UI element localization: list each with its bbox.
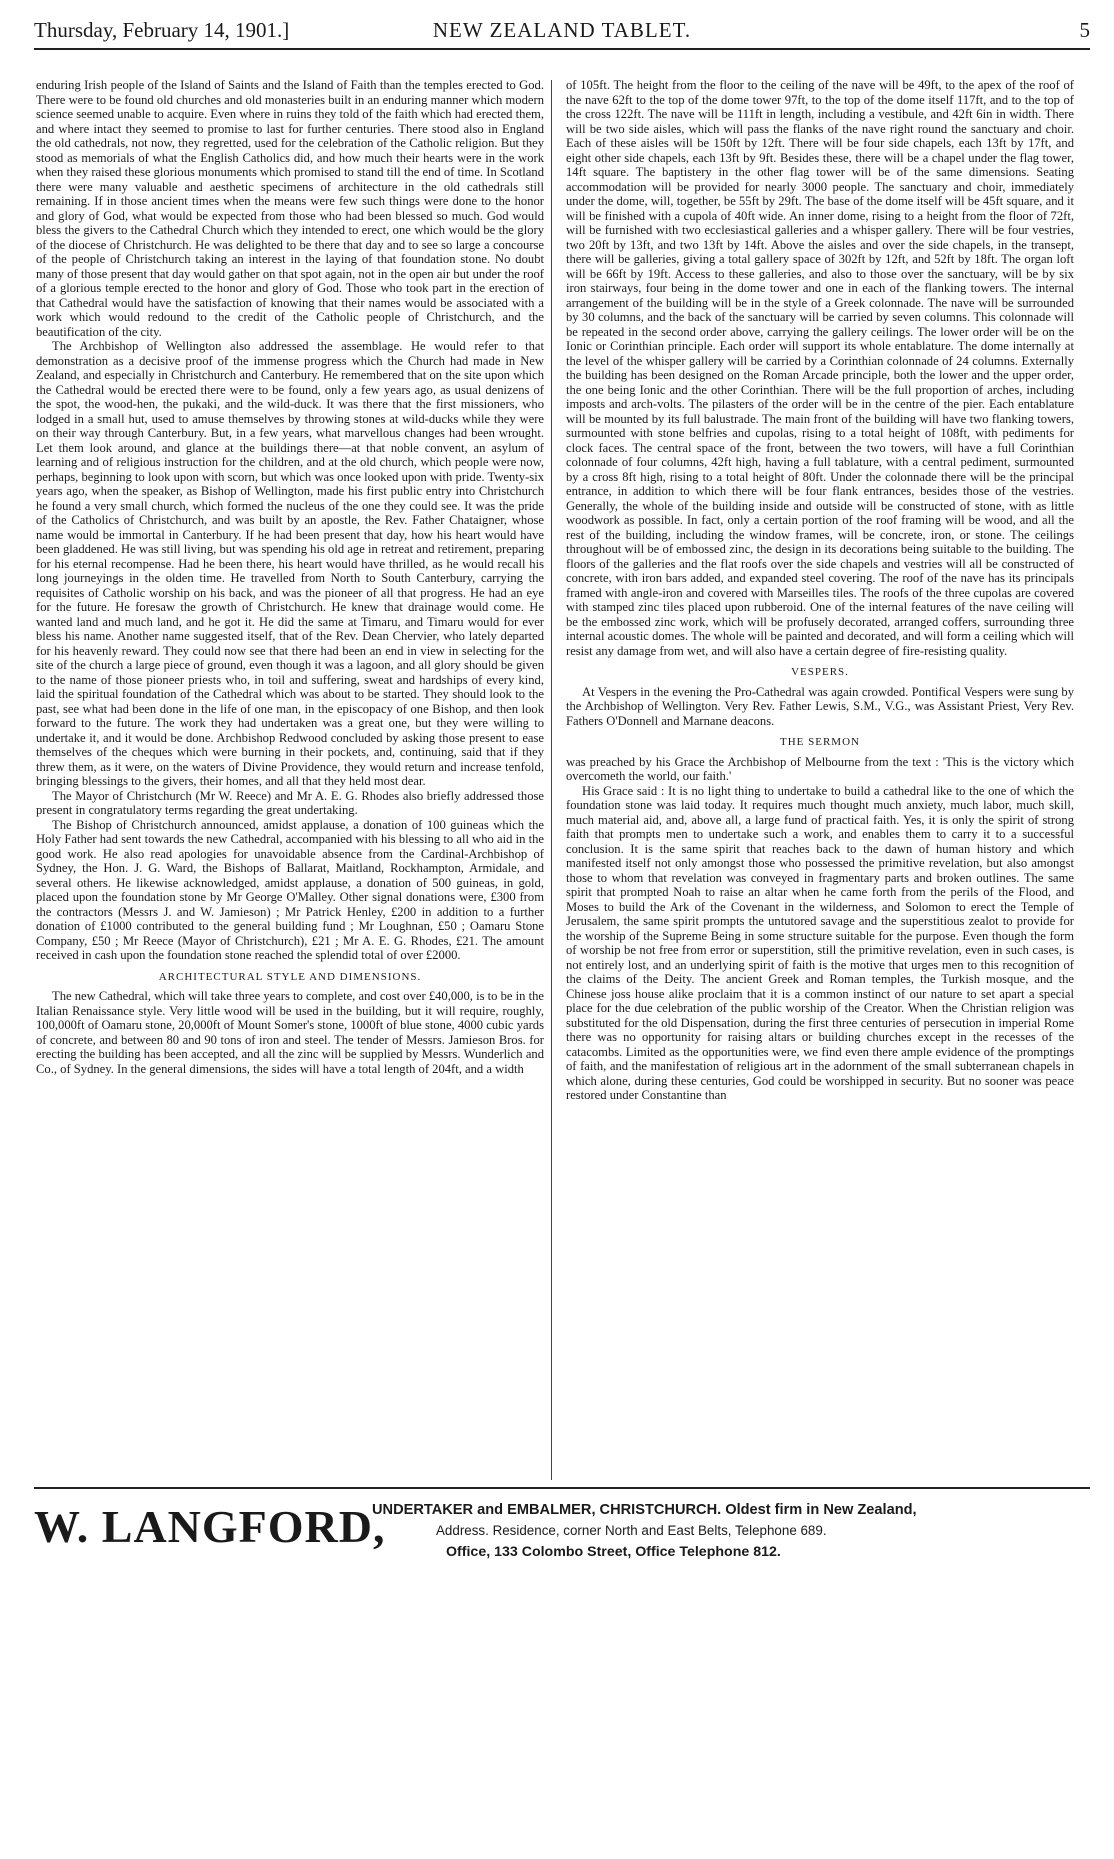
advertisement-line-office: Office, 133 Colombo Street, Office Telephone 812. xyxy=(446,1544,781,1560)
article-paragraph: enduring Irish people of the Island of Saints and the Island of Faith than the temples erected to God. There were to be found old churches and old monasteries built in an enduring manner which modern science seemed unable to acquire. Even where in ruins they told of the faith which had erected them, and where intact they seemed to promise to last for further centuries. There stood also in England the old cathedrals, not now, they regretted, used for the celebration of the Catholic religion. But they stood as memorials of what the English Catholics did, and how much their hearts were in the work when they raised these glorious monuments which promised to stand till the end of time. In Scotland there were many valuable and aesthetic specimens of architecture in the old cathedrals still remaining. If in those ancient times when the means were few such things were done to the honor and glory of God, what would be expected from those who had been blessed so much. God would bless the givers to the Cathedral Church which they intended to erect, one which would be the glory of the diocese of Christchurch. He was delighted to be there that day and to see so large a concourse of the people of Christchurch taking an interest in the laying of that foundation stone. No doubt many of those present that day would gather on that spot again, not in the open air but under the roof of a glorious temple erected to the honor and glory of God. Those who took part in the erection of that Cathedral would have the satisfaction of knowing that their names would be associated with a work which would redound to the credit of the Catholic people of Christchurch, and the beautification of the city. xyxy=(36,78,544,339)
advertisement-line-address: Address. Residence, corner North and East Belts, Telephone 689. xyxy=(436,1523,827,1538)
page-number: 5 xyxy=(1079,18,1090,42)
column-divider xyxy=(551,80,552,1480)
article-paragraph: The Bishop of Christchurch announced, amidst applause, a donation of 100 guineas which the Holy Father had sent towards the new Cathedral, accompanied with his blessing to all who aid in the good work. He also read apologies for unavoidable absence from the Cardinal-Archbishop of Sydney, the Hon. J. G. Ward, the Bishops of Ballarat, Maitland, Rockhampton, Armidale, and several others. He likewise acknowledged, amidst applause, a donation of 500 guineas, in gold, placed upon the foundation stone by Mr George O'Malley. Other signal donations were, £300 from the contractors (Messrs J. and W. Jamieson) ; Mr Patrick Henley, £200 in addition to a further donation of £1000 contributed to the general building fund ; Mr Loughnan, £50 ; Oamaru Stone Company, £50 ; Mr Reece (Mayor of Christchurch), £21 ; Mr A. E. G. Rhodes, £21. The amount received in cash upon the foundation stone reached the splendid total of over £2000. xyxy=(36,817,544,962)
article-paragraph: At Vespers in the evening the Pro-Cathedral was again crowded. Pontifical Vespers were sung by the Archbishop of Wellington. Very Rev. Father Lewis, S.M., V.G., was Assistant Priest, Very Rev. Fathers O'Donnell and Marnane deacons. xyxy=(566,684,1074,728)
advertisement-rule xyxy=(34,1487,1090,1489)
advertisement xyxy=(34,1492,1090,1576)
article-paragraph: of 105ft. The height from the floor to the ceiling of the nave will be 49ft, to the apex of the roof of the nave 62ft to the top of the dome tower 97ft, to the top of the dome itself 117ft, and to the top of the cross 122ft. The nave will be 111ft in length, including a vestibule, and 42ft 6in in width. There will be two side aisles, which will pass the flanks of the nave right round the sanctuary and choir. Each of these aisles will be 150ft by 12ft. There will be four side chapels, each 13ft by 17ft, and eight other side chapels, each 13ft by 9ft. Besides these, there will be a chapel under the flag tower, 14ft square. The baptistery in the other flag tower will be of the same dimensions. Seating accommodation will be provided for nearly 3000 people. The sanctuary and choir, immediately under the dome, will, together, be 55ft by 29ft. The base of the dome itself will be 45ft square, and it will be finished with a cupola of 40ft wide. An inner dome, rising to a height from the floor of 72ft, will be furnished with two ecclesiastical galleries and a whisper gallery. There will be four vestries, two 20ft by 13ft, and two 13ft by 14ft. Above the aisles and over the side chapels, in the transept, there will be galleries, giving a total gallery space of 302ft by 12ft, and 52ft by 18ft. The organ loft will be 66ft by 19ft. Access to these galleries, and also to those over the sanctuary, will be by six iron stairways, four being in the dome tower and one in each of the flanking towers. The internal arrangement of the building will be in the style of a Greek colonnade. The nave will be surrounded by 30 columns, and the back of the sanctuary will be carried by seven columns. This colonnade will be repeated in the second order above, carrying the gallery ceilings. The lower order will be on the Ionic or Corinthian principle. Each order will support its whole entablature. The dome internally at the level of the whisper gallery will be carried by a Corinthian colonnade of 24 columns. Externally the building has been designed on the Roman Arcade principle, both the lower and the upper order, the one being Ionic and the other Corinthian. There will be the full proportion of arches, including imposts and arch-volts. The pilasters of the order will be in the centre of the pier. Each entablature will be mounted by its full balustrade. The main front of the building will have two flanking towers, surmounted with stone belfries and cupolas, rising to a total height of 108ft, with pediments for clock faces. The central space of the front, between the two towers, will have a full Corinthian colonnade of four columns, 42ft high, having a full tablature, with a central pediment, surmounted by a cross 8ft high, rising to a total height of 80ft. Under the colonnade there will be the principal entrance, in addition to which there will be four flank entrances, besides those of the vestries. Generally, the whole of the building inside and outside will be constructed of stone, with as little woodwork as possible. In fact, only a certain portion of the roof framing will be wood, and all the rest of the building, including the window frames, will be concrete, iron, or stone. The ceilings throughout will be of embossed zinc, the design in its decorations being suitable to the building. The floors of the galleries and the flat roofs over the side chapels and vestries will all be constructed of concrete, with iron bars added, and expanded steel covering. The roof of the nave has its principals framed with angle-iron and covered with Marseilles tiles. The roofs of the three cupolas are covered with stamped zinc tiles placed upon rubberoid. One of the internal features of the nave ceiling will be the embossed zinc work, which will be profusely decorated, arranged coffers, surrounding three internal acoustic domes. The whole will be painted and decorated, and will form a ceiling which will resist any damage from wet, and will also have a certain degree of fire-resisting quality. xyxy=(566,78,1074,658)
masthead xyxy=(34,12,1090,46)
article-paragraph: His Grace said : It is no light thing to undertake to build a cathedral like to the one of which the foundation stone was laid today. It requires much thought much anxiety, much labor, much skill, much material aid, and, above all, a large fund of practical faith. Yes, it is only the spirit of strong faith that prompts men to undertake such a work, and enables them to carry it to a successful conclusion. It is the same spirit that reaches back to the dawn of human history and which manifested itself not only amongst those who possessed the primitive revelation, but also amongst those to whom that revelation was conveyed in fragmentary parts and broken outlines. The same spirit that prompted Noah to raise an altar when he came forth from the perils of the Flood, and Moses to build the Ark of the Covenant in the wilderness, and Solomon to erect the Temple of Jerusalem, the same spirit prompts the untutored savage and the superstitious zealot to provide for the worship of the Supreme Being in some structure suitable for the purpose. Even though the form of worship be not free from error or superstition, still the primitive revelation, even in such cases, is not entirely lost, and an underlying spirit of faith is the motive that urges men to this recognition of the claims of the Deity. The ancient Greek and Roman temples, the Turkish mosque, and the Chinese joss house alike proclaim that it is a common instinct of our nature to set apart a special place for the due celebration of the public worship of the Creator. When the Christian religion was substituted for the old Dispensation, during the first three centuries of persecution in imperial Rome there was no opportunity for raising altars or building churches except in the recesses of the catacombs. Limited as the opportunities were, we find even there ample evidence of the promptings of faith, and the manifestation of religious art in the adornment of the small subterranean chapels in which alone, during these centuries, God could be worshipped in security. But no sooner was peace restored under Constantine than xyxy=(566,783,1074,1102)
issue-date: Thursday, February 14, 1901.] xyxy=(34,18,290,42)
advertisement-line-business: UNDERTAKER and EMBALMER, CHRISTCHURCH. Oldest firm in New Zealand, xyxy=(372,1502,917,1518)
right-column xyxy=(566,78,1074,1483)
article-paragraph: was preached by his Grace the Archbishop of Melbourne from the text : 'This is the victory which overcometh the world, our faith.' xyxy=(566,754,1074,783)
left-column xyxy=(36,78,544,1483)
article-paragraph: The Mayor of Christchurch (Mr W. Reece) and Mr A. E. G. Rhodes also briefly addressed those present in congratulatory terms regarding the great undertaking. xyxy=(36,788,544,817)
section-heading-sermon: THE SERMON xyxy=(780,736,860,748)
section-heading-architecture: ARCHITECTURAL STYLE AND DIMENSIONS. xyxy=(158,970,422,983)
masthead-rule xyxy=(34,48,1090,50)
article-paragraph: The Archbishop of Wellington also addressed the assemblage. He would refer to that demonstration as a decisive proof of the immense progress which the Church had made in New Zealand, and especially in Christchurch and Canterbury. He remembered that on the site upon which the Cathedral would be erected there were to be found, only a few years ago, as usual denizens of the spot, the wood-hen, the pukaki, and the wild-duck. It was there that the first missioners, who lodged in a small hut, used to amuse themselves by throwing stones at wild-ducks while they were on their way through Canterbury. But, in a few years, what marvellous changes had been wrought. Let them look around, and glance at the buildings there—at that noble convent, an asylum of learning and of religious instruction for the children, and at the old church, which people were now, perhaps, beginning to look upon with scorn, but which was once looked upon with pride. Twenty-six years ago, when the speaker, as Bishop of Wellington, made his first public entry into Christchurch he found a very small church, which formed the nucleus of the one they could see. It was the pride of the Catholics of Christchurch, and was built by an apostle, the Rev. Father Chataigner, whose name would be immortal in Canterbury. If he had been present that day, how his heart would have been gladdened. He was still living, but was spending his old age in retreat and retirement, preparing for his eternal recompense. Had he been there, his heart would have thrilled, as he would recall his long journeyings in the olden time. He travelled from North to South Canterbury, carrying the requisites of Catholic worship on his back, and was the pioneer of all that progress. He had an eye for the future. He foresaw the growth of Christchurch. He knew that drainage would come. He wanted land and much land, and he got it. He did the same at Timaru, and Timaru would for ever bless his name. Another name suggested itself, that of the Rev. Dean Chervier, who lately departed for his heavenly reward. They could now see that there had been an end in view in selecting for the site of the church a large piece of ground, even though it was a lagoon, and all glory should be given to the name of those pioneer priests who, in toil and suffering, sweat and hardships of every kind, laid the spiritual foundation of the Cathedral which was about to be started. They should look to the past, see what had been done in the life of one man, in the episcopacy of one Bishop, and then look forward to the future. The work they had undertaken was a great one, but they were willing to undertake it, and it would be done. Archbishop Redwood concluded by asking those present to ease themselves of the cheques which were burning in their pockets, and, continuing, said that if they threw them, as it were, on the waters of Divine Providence, they would return and increase tenfold, bringing blessings to the givers, their homes, and all that they held most dear. xyxy=(36,339,544,788)
article-paragraph: The new Cathedral, which will take three years to complete, and cost over £40,000, is to be in the Italian Renaissance style. Very little wood will be used in the building, but it will require, roughly, 100,000ft of Oamaru stone, 20,000ft of Mount Somer's stone, 1000ft of blue stone, 4000 cubic yards of concrete, and between 80 and 90 tons of iron and steel. The tender of Messrs. Jamieson Bros. for erecting the building has been accepted, and all the zinc will be supplied by Messrs. Wunderlich and Co., of Sydney. In the general dimensions, the sides will have a total length of 204ft, and a width xyxy=(36,989,544,1076)
section-heading-vespers: VESPERS. xyxy=(791,666,849,678)
advertiser-name: W. LANGFORD, xyxy=(34,1501,386,1552)
newspaper-title: NEW ZEALAND TABLET. xyxy=(432,18,692,42)
